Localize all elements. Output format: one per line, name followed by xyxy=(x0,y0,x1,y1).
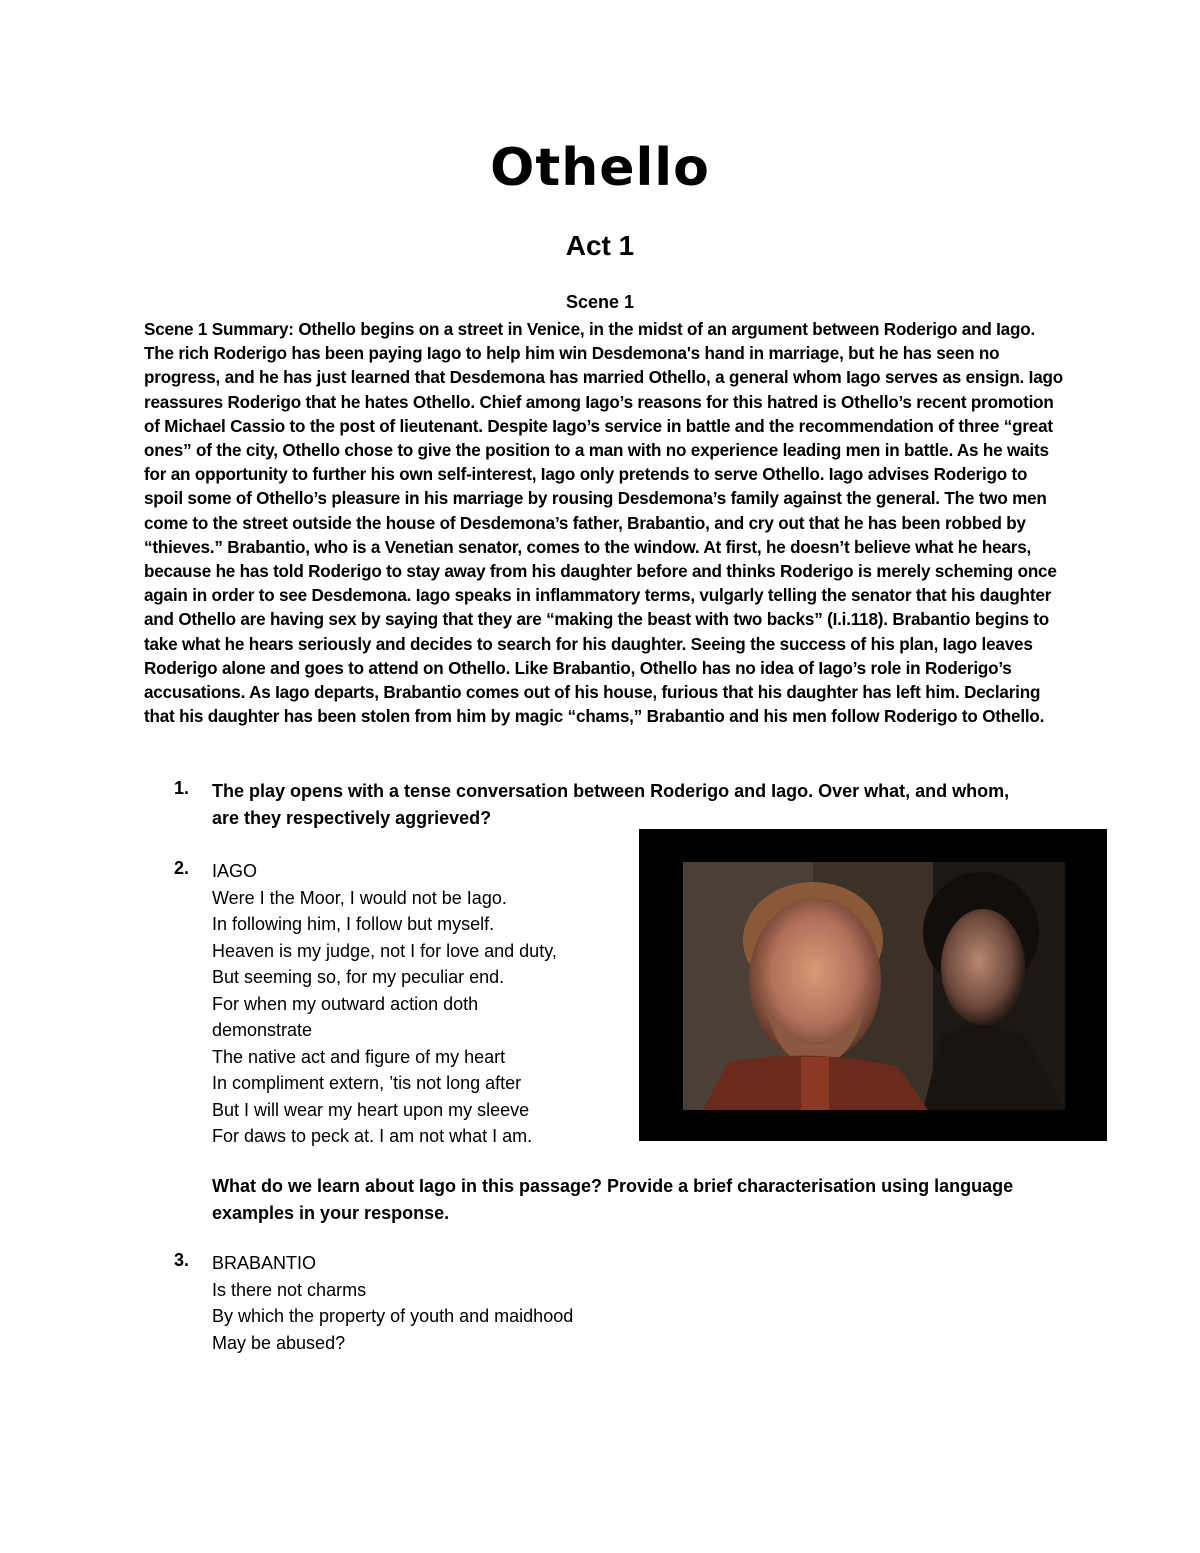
quote-speaker: IAGO xyxy=(212,861,258,881)
summary-line: and Othello are having sex by saying that they are “making the beast with two backs” (I.i.118). Brabantio begins to xyxy=(144,610,1050,630)
quote-line: May be abused? xyxy=(212,1332,346,1353)
summary-line: reassures Roderigo that he hates Othello. Chief among Iago’s reasons for this hatred is Othello’s recent promotion xyxy=(144,392,1054,412)
summary-line: ones” of the city, Othello chose to give the position to a man with no experience leading men in battle. As he waits xyxy=(144,441,1049,461)
summary-line: The rich Roderigo has been paying Iago to help him win Desdemona's hand in marriage, but he has seen no xyxy=(144,344,1000,364)
quote-line: Is there not charms xyxy=(212,1279,367,1300)
summary-line: spoil some of Othello’s pleasure in his marriage by rousing Desdemona’s family against the general. The two men xyxy=(144,489,1047,509)
quote-line: The native act and figure of my heart xyxy=(212,1046,506,1067)
summary-line: come to the street outside the house of Desdemona’s father, Brabantio, and cry out that he has been robbed by xyxy=(144,513,1026,533)
quote-brabantio xyxy=(212,1250,812,1356)
summary-line: progress, and he has just learned that Desdemona has married Othello, a general whom Iago serves as ensign. Iago xyxy=(144,368,1063,388)
film-still-image xyxy=(639,829,1107,1141)
summary-line: of Michael Cassio to the post of lieutenant. Despite Iago’s service in battle and the recommendation of three “great xyxy=(144,416,1053,436)
question-text xyxy=(212,778,1112,831)
quote-line: In compliment extern, ’tis not long after xyxy=(212,1073,522,1093)
quote-line: In following him, I follow but myself. xyxy=(212,914,495,934)
quote-line: Heaven is my judge, not I for love and duty, xyxy=(212,940,557,961)
scene-summary xyxy=(144,318,1064,729)
question-number: 2. xyxy=(174,858,190,878)
question-number: 1. xyxy=(174,778,190,798)
film-still-illustration xyxy=(683,862,1065,1110)
summary-line: Scene 1 Summary: Othello begins on a street in Venice, in the midst of an argument between Roderigo and Iago. xyxy=(144,320,1035,339)
film-still-frame xyxy=(683,862,1065,1110)
question-number: 3. xyxy=(174,1250,190,1270)
scene-heading: Scene 1 xyxy=(565,292,635,312)
quote-line: For when my outward action doth xyxy=(212,993,479,1014)
act-heading: Act 1 xyxy=(565,230,635,261)
quote-line: Were I the Moor, I would not be Iago. xyxy=(212,887,507,908)
summary-line: for an opportunity to further his own self-interest, Iago only pretends to serve Othello. Iago advises Roderigo to xyxy=(144,465,1028,485)
question-prompt xyxy=(212,1173,1112,1226)
question-line: The play opens with a tense conversation between Roderigo and Iago. Over what, and whom, xyxy=(212,781,1010,801)
summary-line: Roderigo alone and goes to attend on Othello. Like Brabantio, Othello has no idea of Iago’s role in Roderigo’s xyxy=(144,658,1012,678)
quote-speaker: BRABANTIO xyxy=(212,1253,317,1273)
quote-iago xyxy=(212,858,622,1150)
summary-line: that his daughter has been stolen from him by magic “chams,” Brabantio and his men follow Roderigo to Othello. xyxy=(144,707,1045,727)
quote-line: By which the property of youth and maidhood xyxy=(212,1306,574,1326)
page-title: Othello xyxy=(490,138,710,198)
summary-line: “thieves.” Brabantio, who is a Venetian senator, comes to the window. At first, he doesn’t believe what he hears, xyxy=(144,537,1032,557)
summary-line: take what he hears seriously and decides to search for his daughter. Seeing the success of his plan, Iago leaves xyxy=(144,634,1033,654)
summary-line: because he has told Roderigo to stay away from his daughter before and thinks Roderigo is merely scheming once xyxy=(144,562,1057,582)
quote-line: For daws to peck at. I am not what I am. xyxy=(212,1126,533,1146)
prompt-line: What do we learn about Iago in this passage? Provide a brief characterisation using language xyxy=(212,1176,1014,1196)
summary-line: again in order to see Desdemona. Iago speaks in inflammatory terms, vulgarly telling the senator that his daughter xyxy=(144,586,1052,606)
quote-line: But seeming so, for my peculiar end. xyxy=(212,967,505,987)
question-line: are they respectively aggrieved? xyxy=(212,807,492,828)
quote-line: demonstrate xyxy=(212,1020,313,1040)
quote-line: But I will wear my heart upon my sleeve xyxy=(212,1099,530,1120)
summary-line: accusations. As Iago departs, Brabantio comes out of his house, furious that his daughter has left him. Declaring xyxy=(144,683,1041,703)
prompt-line: examples in your response. xyxy=(212,1202,450,1223)
